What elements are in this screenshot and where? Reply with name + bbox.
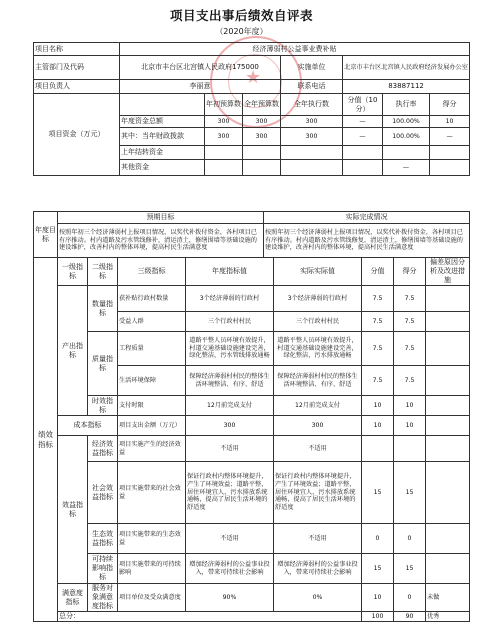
- fund-row-annual: 300: [243, 116, 281, 128]
- indicator-actual: 0%: [274, 584, 362, 612]
- indicator-target: 道路平整人员环境有效提升，村道交通基础设施建设完善，绿化整洁，污水管线排放通畅: [186, 332, 274, 366]
- indicator-target: 三个行政村村民: [186, 312, 274, 332]
- fund-row-rate: —: [383, 160, 430, 176]
- indicator-name: 项目单位及受众满意度: [118, 584, 186, 612]
- fund-row-label: 年度资金总额: [120, 116, 205, 128]
- year-subtitle: （2020年度）: [215, 27, 268, 36]
- perf-header-score: 分值: [362, 258, 394, 286]
- indicator-actual: 道路平整人员环境有效提升，村道交通基础设施建设完善，绿化整洁，污水排放通畅: [274, 332, 362, 366]
- indicator-name: 项目实施带来的社会效益: [118, 462, 186, 524]
- fund-row-score: —: [343, 128, 383, 146]
- seal-star-icon: ★: [245, 67, 262, 88]
- indicator-name: 受益人群: [118, 312, 186, 332]
- indicator-score: 15: [362, 462, 394, 524]
- fund-row-exec: 300: [281, 128, 343, 146]
- indicator-note: [426, 524, 470, 554]
- econ-indicator-label: 经济效益指标: [88, 436, 118, 462]
- fund-row-budget: 300: [205, 116, 243, 128]
- fund-header-rate: 执行率: [383, 94, 430, 116]
- indicator-target: 保证行政村内整体环境提升，产生了环境效益；道路平整，居住环境宜人，污水排放系统通畅，提高了居民生活环境的舒适度: [186, 462, 274, 524]
- indicator-note: [426, 436, 470, 462]
- indicator-target: 12月前完成支付: [186, 396, 274, 416]
- performance-table: [33, 257, 470, 622]
- indicator-name: 项目实施产生的经济效益: [118, 436, 186, 462]
- goals-actual-header: 实际完成情况: [264, 212, 470, 224]
- indicator-score: 10: [362, 396, 394, 416]
- indicator-score: 7.5: [362, 332, 394, 366]
- indicator-target: 增加经济薄弱村的公益事业投入，带来可持续社会影响: [186, 554, 274, 584]
- phone-label: 联系电话: [281, 80, 343, 94]
- fund-row-budget: [205, 160, 243, 176]
- impl-unit-label: 实施单位: [281, 56, 343, 80]
- indicator-score: 7.5: [362, 286, 394, 312]
- indicator-actual: 增加经济薄弱村的公益事业投入，带来可持续社会影响: [274, 554, 362, 584]
- time-indicator-label: 时效指标: [88, 396, 118, 416]
- indicator-actual: 保障经济薄弱村村民的整体生活环境整洁、有序、舒适: [274, 366, 362, 396]
- indicator-actual: 不适用: [274, 436, 362, 462]
- indicator-points: 7.5: [394, 312, 426, 332]
- fund-row-rate: 100.00%: [383, 128, 430, 146]
- fund-row-label: 其中：当年财政拨款: [120, 128, 205, 146]
- indicator-note: [426, 312, 470, 332]
- total-label: 总分：: [58, 612, 362, 622]
- project-name-value: 经济薄弱村公益事业费补贴: [120, 43, 470, 56]
- perf-header-level2: 二级指标: [88, 258, 118, 286]
- fund-row-label: 上年结转资金: [120, 146, 205, 160]
- total-score: 100: [362, 612, 394, 622]
- fund-header-points: 得分: [430, 94, 470, 116]
- indicator-note: [426, 332, 470, 366]
- fund-row-points: 10: [430, 116, 470, 128]
- fund-row-annual: 300: [243, 128, 281, 146]
- indicator-note: [426, 554, 470, 584]
- project-name-label: 项目名称: [34, 43, 120, 56]
- fund-row-score: —: [343, 116, 383, 128]
- goals-side-label: 年度目标: [34, 212, 58, 258]
- indicator-target: 不适用: [186, 524, 274, 554]
- indicator-score: 7.5: [362, 312, 394, 332]
- indicator-target: 不适用: [186, 436, 274, 462]
- indicator-points: 7.5: [394, 286, 426, 312]
- cost-indicator-label: 成本指标: [58, 416, 118, 436]
- indicator-note: [426, 416, 470, 436]
- fund-header-annual: 全年预算数: [243, 94, 281, 116]
- leader-value: 李丽意: [120, 80, 281, 94]
- perf-header-target: 年度指标值: [186, 258, 274, 286]
- fund-row-score: [343, 146, 383, 160]
- indicator-points: 0: [394, 524, 426, 554]
- fund-side-label: 项目资金（万元）: [34, 94, 120, 176]
- fund-row-points: —: [430, 128, 470, 146]
- phone-value: 83887112: [343, 80, 470, 94]
- fund-row-label: 其他资金: [120, 160, 205, 176]
- perf-side-label: 绩效指标: [34, 258, 58, 622]
- indicator-points: [394, 436, 426, 462]
- indicator-score: [362, 436, 394, 462]
- indicator-actual: 保证行政村内整体环境提升，产生了环境效益；道路平整，居住环境宜人，污水排放系统通畅，提高了居民生活环境的舒适度: [274, 462, 362, 524]
- indicator-name: 项目支出金额（万元）: [118, 416, 186, 436]
- perf-header-note: 偏差原因分析及改进措施: [426, 258, 470, 286]
- goals-table: [33, 211, 470, 258]
- indicator-score: 15: [362, 554, 394, 584]
- indicator-score: 10: [362, 416, 394, 436]
- indicator-name: 支付时限: [118, 396, 186, 416]
- indicator-note: [426, 366, 470, 396]
- fund-row-budget: [205, 146, 243, 160]
- fund-row-points: [430, 160, 470, 176]
- indicator-actual: 300: [274, 416, 362, 436]
- indicator-note: [426, 286, 470, 312]
- indicator-name: 项目实施带来的可持续影响: [118, 554, 186, 584]
- perf-header-level1: 一级指标: [58, 258, 88, 286]
- indicator-actual: 不适用: [274, 524, 362, 554]
- indicator-points: 10: [394, 396, 426, 416]
- goals-expected-text: 按照年初三个经济薄弱村上报项目情况，以奖代补拨付资金，各村项目已有序推动。村内道路及污水管线修补，清运渣土，修缮围墙等基础设施的建设维护，改善村内的整体环境，提高村民生活满意度: [58, 224, 264, 258]
- indicator-points: 7.5: [394, 332, 426, 366]
- goals-expected-header: 预期目标: [58, 212, 264, 224]
- indicator-points: 10: [394, 416, 426, 436]
- fund-row-exec: 300: [281, 116, 343, 128]
- indicator-name: 生活环境保障: [118, 366, 186, 396]
- quantity-indicator-label: 数量指标: [88, 286, 118, 332]
- indicator-name: 工程质量: [118, 332, 186, 366]
- dept-value: 北京市丰台区北宫镇人民政府175000: [120, 56, 281, 80]
- fund-row-exec: [281, 146, 343, 160]
- perf-header-level3: 三级指标: [118, 258, 186, 286]
- service-satisfaction-label: 服务对象满意度指标: [88, 584, 118, 612]
- impl-unit-value: 北京市丰台区北宫镇人民政府经济发展办公室: [343, 56, 470, 80]
- fund-row-points: [430, 146, 470, 160]
- indicator-target: 保障经济薄弱村村民的整体生活环境整洁、有序、舒适: [186, 366, 274, 396]
- indicator-target: 3个经济薄弱的行政村: [186, 286, 274, 312]
- indicator-note: 未做: [426, 584, 470, 612]
- indicator-name: 获补贴行政村数量: [118, 286, 186, 312]
- fund-row-rate: [383, 146, 430, 160]
- indicator-actual: 三个行政村村民: [274, 312, 362, 332]
- sustain-indicator-label: 可持续影响指标: [88, 554, 118, 584]
- goals-actual-text: 按照年初三个经济薄弱村上报项目情况，以奖代补拨付资金，各村项目已有序推动。村内道路及污水管线修复，清运渣土，修缮围墙等基础设施的建设维护，改善村内的整体环境，提高村民生活满意度: [264, 224, 470, 258]
- fund-row-exec: [281, 160, 343, 176]
- perf-header-actual: 实际实际值: [274, 258, 362, 286]
- fund-header-exec: 全年执行数: [281, 94, 343, 116]
- indicator-score: 7.5: [362, 366, 394, 396]
- quality-indicator-label: 质量指标: [88, 332, 118, 396]
- dept-label: 主管部门及代码: [34, 56, 120, 80]
- satisfaction-indicator-label: 满意度指标: [58, 584, 88, 612]
- fund-row-annual: [243, 146, 281, 160]
- total-grade: 优秀: [426, 612, 470, 622]
- indicator-actual: 12月前完成支付: [274, 396, 362, 416]
- indicator-score: 10: [362, 584, 394, 612]
- total-points: 90: [394, 612, 426, 622]
- indicator-score: 0: [362, 524, 394, 554]
- leader-label: 项目负责人: [34, 80, 120, 94]
- indicator-actual: 3个经济薄弱的行政村: [274, 286, 362, 312]
- fund-header-blank: [120, 94, 205, 116]
- fund-header-budget: 年初预算数: [205, 94, 243, 116]
- fund-row-rate: 100.00%: [383, 116, 430, 128]
- indicator-points: 7.5: [394, 366, 426, 396]
- output-indicator-label: 产出指标: [58, 286, 88, 416]
- eco-indicator-label: 生态效益指标: [88, 524, 118, 554]
- fund-row-budget: 300: [205, 128, 243, 146]
- perf-header-points: 得分: [394, 258, 426, 286]
- indicator-points: 15: [394, 462, 426, 524]
- indicator-note: [426, 462, 470, 524]
- indicator-note: [426, 396, 470, 416]
- info-fund-table: [33, 42, 470, 176]
- indicator-name: 项目实施带来的生态效益: [118, 524, 186, 554]
- page-title: 项目支出事后绩效自评表: [169, 8, 313, 23]
- fund-header-score: 分值（10分）: [343, 94, 383, 116]
- indicator-points: 15: [394, 554, 426, 584]
- fund-row-annual: [243, 160, 281, 176]
- fund-row-score: [343, 160, 383, 176]
- indicator-target: 300: [186, 416, 274, 436]
- effect-indicator-label: 效益指标: [58, 436, 88, 584]
- indicator-target: 90%: [186, 584, 274, 612]
- social-indicator-label: 社会效益指标: [88, 462, 118, 524]
- indicator-points: 0: [394, 584, 426, 612]
